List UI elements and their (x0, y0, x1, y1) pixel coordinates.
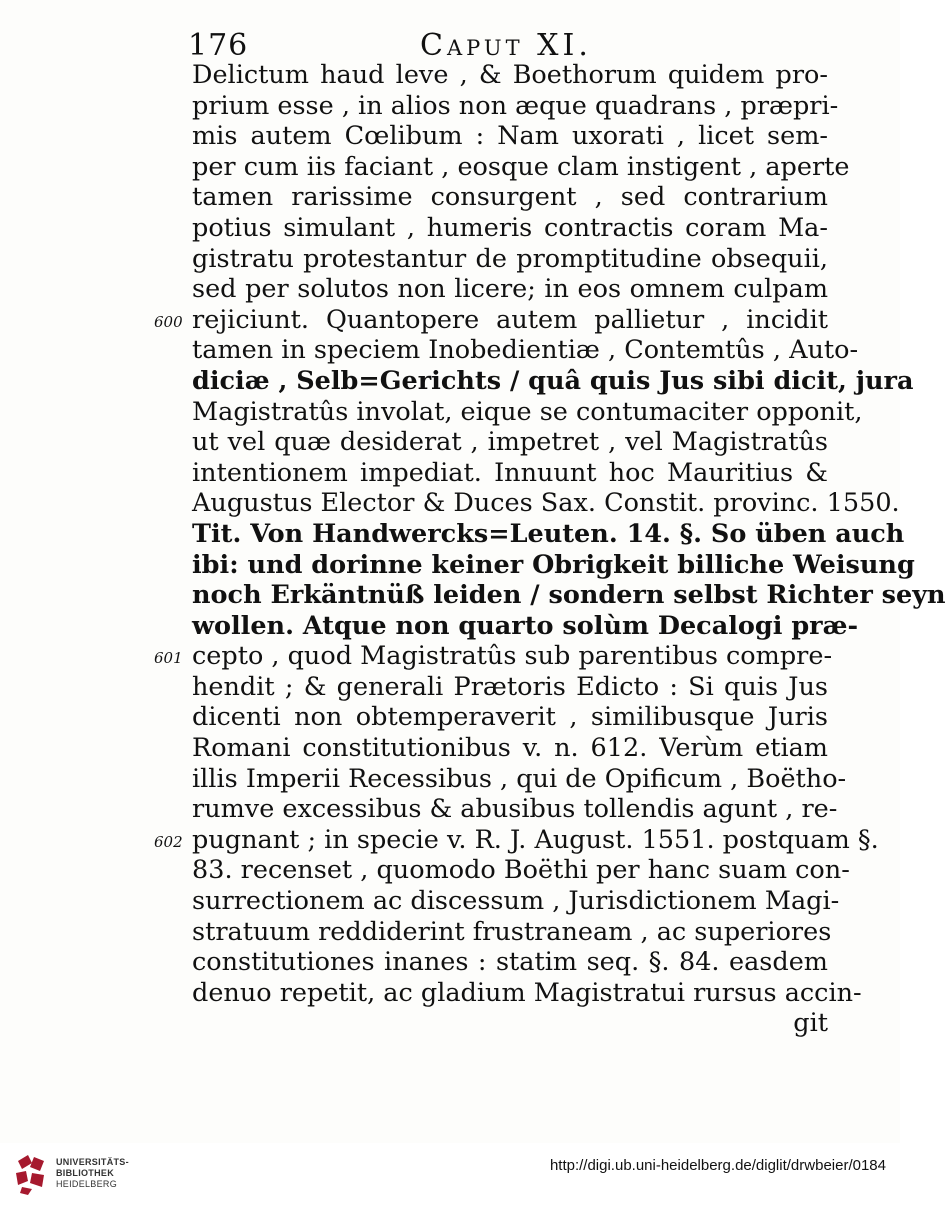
text-line: potius simulant , humeris contractis coram Ma- (192, 212, 828, 243)
text-line: illis Imperii Recessibus , qui de Opificum , Boëtho- (192, 763, 847, 794)
text-line: Delictum haud leve , & Boethorum quidem pro- (192, 60, 828, 90)
page-number: 176 (188, 28, 249, 63)
margin-note: 602 (154, 833, 183, 851)
text-line: cepto , quod Magistratûs sub parentibus compre- (192, 641, 833, 672)
text-line: hendit ; & generali Prætoris Edicto : Si quis Jus (192, 671, 828, 702)
margin-note: 601 (154, 649, 183, 668)
text-line: 83. recenset , quomodo Boëthi per hanc suam con- (192, 855, 850, 886)
body-text (192, 60, 946, 1039)
text-line: tamen in speciem Inobedientiæ , Contemtûs , Auto- (192, 335, 859, 366)
text-line: gistratu protestantur de promptitudine obsequii, (192, 243, 828, 274)
text-line: denuo repetit, ac gladium Magistratui rursus accin- (192, 977, 862, 1008)
footer-bar (0, 1143, 900, 1209)
text-line: surrectionem ac discessum , Jurisdictionem Magi- (192, 886, 840, 917)
text-line: wollen. Atque non quarto solùm Decalogi præ- (192, 610, 859, 641)
text-line: Magistratûs involat, eique se contumaciter opponit, (192, 396, 863, 427)
text-line: sed per solutos non licere; in eos omnem culpam (192, 274, 828, 305)
library-name-line1: UNIVERSITÄTS- (56, 1157, 129, 1167)
text-line: dicenti non obtemperaverit , similibusque Juris (192, 702, 828, 733)
library-name-line3: HEIDELBERG (56, 1179, 118, 1189)
library-logo-icon[interactable] (8, 1151, 54, 1197)
library-name (56, 1157, 129, 1190)
text-line: noch Erkäntnüß leiden / sondern selbst Richter seyn (192, 580, 946, 611)
text-line: constitutiones inanes : statim seq. §. 84. easdem (192, 947, 828, 978)
source-url-link[interactable]: http://digi.ub.uni-heidelberg.de/diglit/drwbeier/0184 (549, 1157, 886, 1174)
library-name-line2: BIBLIOTHEK (56, 1168, 114, 1178)
text-line: Tit. Von Handwercks=Leuten. 14. §. So üben auch (192, 518, 905, 549)
text-line: rumve excessibus & abusibus tollendis agunt , re- (192, 794, 838, 825)
text-line: mis autem Cœlibum : Nam uxorati , licet sem- (192, 121, 828, 152)
margin-note: 600 (154, 312, 183, 331)
text-line: ibi: und dorinne keiner Obrigkeit billiche Weisung (192, 549, 915, 580)
text-line: intentionem impediat. Innuunt hoc Mauritius & (192, 457, 828, 488)
text-line: diciæ , Selb=Gerichts / quâ quis Jus sibi dicit, jura (192, 365, 914, 396)
text-line: per cum iis faciant , eosque clam instigent , aperte (192, 151, 850, 182)
text-line: rejiciunt. Quantopere autem pallietur , incidit (192, 304, 828, 335)
text-line: Augustus Elector & Duces Sax. Constit. provinc. 1550. (192, 488, 900, 519)
text-line: prium esse , in alios non æque quadrans , præpri- (192, 90, 839, 121)
text-line: git (793, 1008, 828, 1039)
text-line: pugnant ; in specie v. R. J. August. 1551. postquam §. (192, 824, 879, 855)
text-line: stratuum reddiderint frustraneam , ac superiores (192, 916, 832, 947)
text-line: tamen rarissime consurgent , sed contrarium (192, 182, 828, 213)
page-header (188, 24, 828, 64)
text-line: Romani constitutionibus v. n. 612. Verùm etiam (192, 733, 828, 764)
running-title: Caput XI. (420, 28, 592, 63)
text-line: ut vel quæ desiderat , impetret , vel Magistratûs (192, 427, 828, 458)
